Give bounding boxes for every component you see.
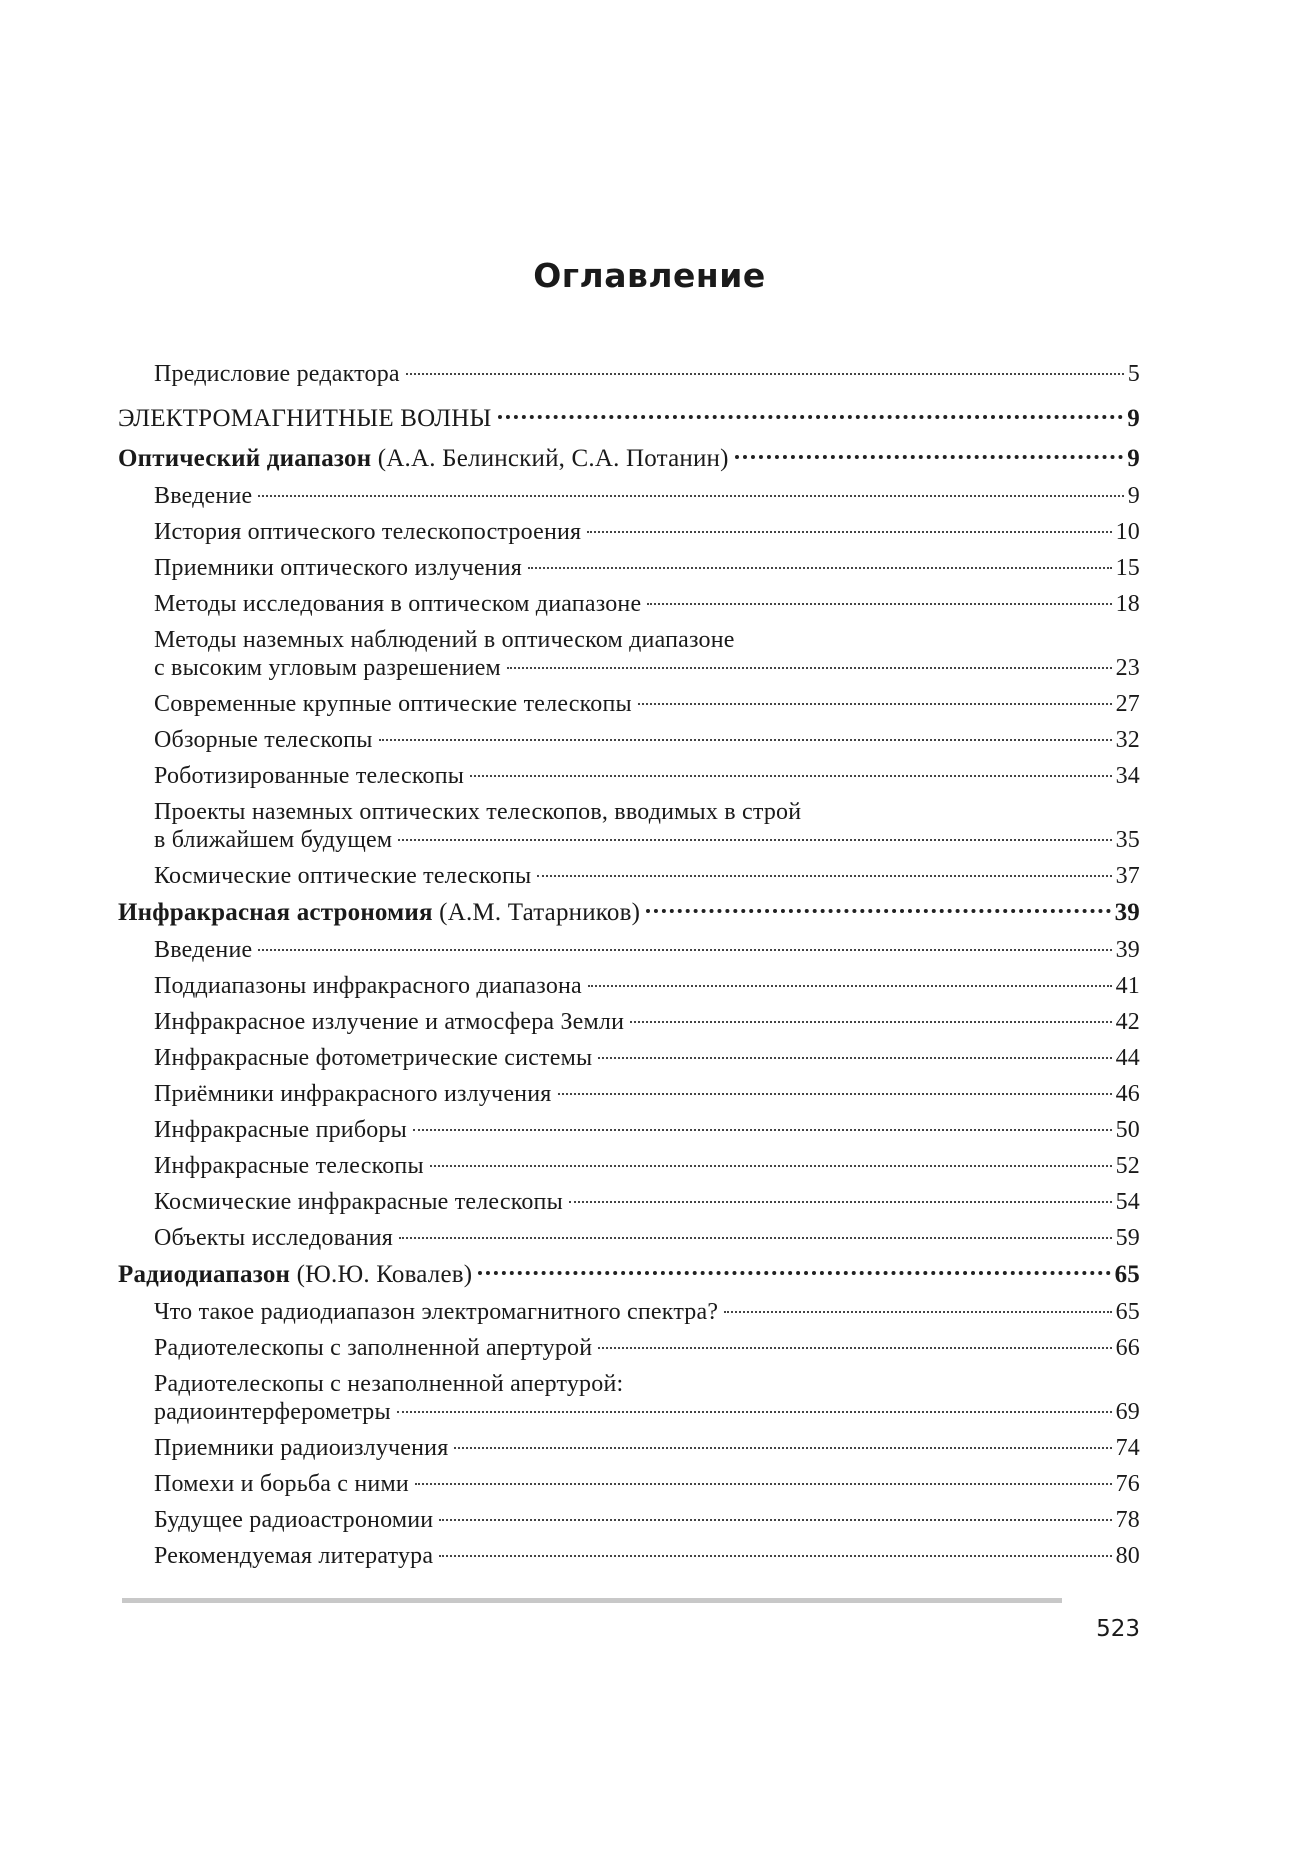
toc-entry-page: 46 — [1115, 1081, 1140, 1107]
leader-dots — [498, 415, 1124, 419]
leader-dots — [598, 1057, 1111, 1059]
leader-dots — [258, 495, 1123, 497]
leader-dots — [470, 775, 1112, 777]
toc-entry-title: Приёмники инфракрасного излучения — [154, 1081, 552, 1107]
toc-entry-page: 42 — [1115, 1009, 1140, 1035]
toc-entry[interactable] — [118, 1502, 1140, 1538]
toc-entry-page: 5 — [1127, 361, 1140, 387]
toc-entry-page: 69 — [1115, 1399, 1140, 1425]
page-number: 523 — [1096, 1616, 1140, 1642]
toc-entry-page: 34 — [1115, 763, 1140, 789]
toc-entry-page: 50 — [1115, 1117, 1140, 1143]
leader-dots — [439, 1519, 1111, 1521]
footer-rule — [122, 1598, 1062, 1603]
toc-entry-page: 65 — [1115, 1299, 1140, 1325]
leader-dots — [507, 667, 1112, 669]
toc-entry-title: Роботизированные телескопы — [154, 763, 465, 789]
toc-entry-title: Помехи и борьба с ними — [154, 1471, 409, 1497]
toc-entry[interactable] — [118, 1112, 1140, 1148]
toc-chapter-heading — [118, 898, 640, 928]
leader-dots — [724, 1311, 1111, 1313]
leader-dots — [406, 373, 1124, 375]
table-of-contents — [118, 360, 1140, 1574]
toc-section-electromagnetic-waves[interactable] — [118, 398, 1140, 440]
leader-dots — [413, 1129, 1112, 1131]
toc-entry-title-line: Радиотелескопы с незаполненной апертурой: — [154, 1371, 624, 1397]
toc-entry[interactable] — [118, 1040, 1140, 1076]
toc-chapter[interactable] — [118, 894, 1140, 932]
toc-entry[interactable] — [118, 622, 1140, 686]
toc-entry-title-line: Проекты наземных оптических телескопов, вводимых в строй — [154, 799, 802, 825]
toc-entry-title: Космические инфракрасные телескопы — [154, 1189, 563, 1215]
toc-entry-page: 39 — [1115, 937, 1140, 963]
leader-dots — [430, 1165, 1112, 1167]
toc-entry-title: Космические оптические телескопы — [154, 863, 532, 889]
toc-chapter-title: Инфракрасная астрономия — [118, 899, 433, 926]
toc-chapter-page: 65 — [1114, 1261, 1140, 1288]
leader-dots — [735, 455, 1124, 459]
toc-entry[interactable] — [118, 514, 1140, 550]
leader-dots — [415, 1483, 1112, 1485]
toc-section-title: ЭЛЕКТРОМАГНИТНЫЕ ВОЛНЫ — [118, 405, 492, 432]
toc-entry-page: 74 — [1115, 1435, 1140, 1461]
toc-entry-page: 37 — [1115, 863, 1140, 889]
toc-entry-page: 23 — [1115, 655, 1140, 681]
toc-entry-title-line: Методы наземных наблюдений в оптическом диапазоне — [154, 627, 735, 653]
leader-dots — [630, 1021, 1111, 1023]
toc-entry[interactable] — [118, 1294, 1140, 1330]
leader-dots — [398, 839, 1111, 841]
toc-entry-title: Предисловие редактора — [154, 361, 400, 387]
toc-entry-page: 54 — [1115, 1189, 1140, 1215]
leader-dots — [454, 1447, 1111, 1449]
toc-entry-title: Объекты исследования — [154, 1225, 394, 1251]
toc-entry-page: 18 — [1115, 591, 1140, 617]
leader-dots — [646, 909, 1110, 913]
page-title: Оглавление — [533, 256, 766, 295]
leader-dots — [537, 875, 1111, 877]
toc-entry[interactable] — [118, 932, 1140, 968]
toc-entry-page: 41 — [1115, 973, 1140, 999]
toc-entry[interactable] — [118, 858, 1140, 894]
toc-entry[interactable] — [118, 968, 1140, 1004]
toc-chapters — [118, 440, 1140, 1574]
toc-section-page: 9 — [1127, 405, 1140, 432]
toc-entry-title: Методы исследования в оптическом диапазоне — [154, 591, 642, 617]
toc-entry-page: 44 — [1115, 1045, 1140, 1071]
leader-dots — [379, 739, 1112, 741]
toc-entry-page: 32 — [1115, 727, 1140, 753]
toc-entry-title: Инфракрасные фотометрические системы — [154, 1045, 593, 1071]
leader-dots — [478, 1271, 1110, 1275]
toc-entry-page: 52 — [1115, 1153, 1140, 1179]
leader-dots — [528, 567, 1112, 569]
leader-dots — [569, 1201, 1112, 1203]
toc-entry-title: Рекомендуемая литература — [154, 1543, 434, 1569]
toc-entry-title: Введение — [154, 937, 253, 963]
leader-dots — [588, 985, 1112, 987]
toc-entry-page: 10 — [1115, 519, 1140, 545]
toc-entry[interactable] — [118, 1366, 1140, 1430]
toc-entry[interactable] — [118, 1076, 1140, 1112]
toc-entry-title: Радиотелескопы с заполненной апертурой — [154, 1335, 593, 1361]
toc-entry-title: с высоким угловым разрешением — [154, 655, 501, 681]
toc-entry[interactable] — [118, 1004, 1140, 1040]
toc-chapter-heading — [118, 444, 729, 474]
toc-entry-title: Приемники радиоизлучения — [154, 1435, 449, 1461]
toc-entry-title: Инфракрасные телескопы — [154, 1153, 424, 1179]
toc-entry-title: Поддиапазоны инфракрасного диапазона — [154, 973, 582, 999]
leader-dots — [399, 1237, 1112, 1239]
toc-entry[interactable] — [118, 1330, 1140, 1366]
toc-entry[interactable] — [118, 758, 1140, 794]
toc-chapter-authors: (Ю.Ю. Ковалев) — [296, 1261, 473, 1288]
toc-entry-page: 15 — [1115, 555, 1140, 581]
toc-chapter-page: 39 — [1114, 899, 1140, 926]
toc-entry-title: в ближайшем будущем — [154, 827, 393, 853]
leader-dots — [439, 1555, 1111, 1557]
toc-entry-page: 9 — [1127, 483, 1140, 509]
toc-entry-title: Инфракрасное излучение и атмосфера Земли — [154, 1009, 625, 1035]
toc-entry[interactable] — [118, 794, 1140, 858]
toc-entry-page: 27 — [1115, 691, 1140, 717]
toc-entry-title: Будущее радиоастрономии — [154, 1507, 434, 1533]
toc-entry-page: 78 — [1115, 1507, 1140, 1533]
toc-entry[interactable] — [118, 1220, 1140, 1256]
toc-entry[interactable] — [118, 586, 1140, 622]
toc-entry-page: 76 — [1115, 1471, 1140, 1497]
toc-entry-title: История оптического телескопостроения — [154, 519, 582, 545]
toc-entry[interactable] — [118, 1148, 1140, 1184]
toc-entry-page: 59 — [1115, 1225, 1140, 1251]
leader-dots — [558, 1093, 1112, 1095]
toc-chapter-heading — [118, 1260, 472, 1290]
toc-entry-preface[interactable] — [118, 360, 1140, 398]
toc-chapter-title: Радиодиапазон — [118, 1261, 291, 1288]
toc-entry-title: Современные крупные оптические телескопы — [154, 691, 632, 717]
leader-dots — [397, 1411, 1112, 1413]
toc-entry-title: Что такое радиодиапазон электромагнитного спектра? — [154, 1299, 719, 1325]
toc-entry[interactable] — [118, 1184, 1140, 1220]
toc-chapter-title: Оптический диапазон — [118, 445, 372, 472]
toc-entry[interactable] — [118, 686, 1140, 722]
toc-entry-title: Обзорные телескопы — [154, 727, 373, 753]
toc-entry-page: 35 — [1115, 827, 1140, 853]
toc-entry-title: радиоинтерферометры — [154, 1399, 391, 1425]
toc-entry[interactable] — [118, 1466, 1140, 1502]
toc-chapter-page: 9 — [1127, 445, 1140, 472]
toc-entry-page: 66 — [1115, 1335, 1140, 1361]
toc-entry-page: 80 — [1115, 1543, 1140, 1569]
leader-dots — [638, 703, 1112, 705]
toc-entry[interactable] — [118, 550, 1140, 586]
leader-dots — [647, 603, 1111, 605]
toc-chapter[interactable] — [118, 440, 1140, 478]
toc-entry-title: Инфракрасные приборы — [154, 1117, 407, 1143]
toc-chapter-authors: (А.А. Белинский, С.А. Потанин) — [377, 445, 729, 472]
toc-chapter-authors: (А.М. Татарников) — [439, 899, 641, 926]
toc-chapter[interactable] — [118, 1256, 1140, 1294]
toc-entry[interactable] — [118, 722, 1140, 758]
toc-entry-title: Приемники оптического излучения — [154, 555, 522, 581]
leader-dots — [598, 1347, 1111, 1349]
toc-entry[interactable] — [118, 1430, 1140, 1466]
toc-entry[interactable] — [118, 478, 1140, 514]
leader-dots — [587, 531, 1111, 533]
toc-entry-title: Введение — [154, 483, 253, 509]
toc-entry[interactable] — [118, 1538, 1140, 1574]
leader-dots — [258, 949, 1111, 951]
